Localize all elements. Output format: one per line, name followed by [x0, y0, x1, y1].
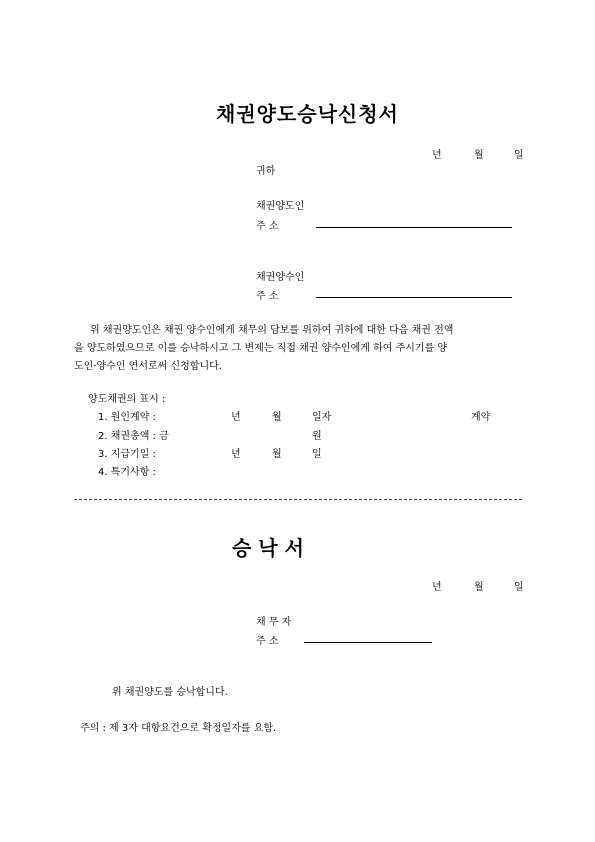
claim-item-1-year: 년 — [231, 412, 241, 423]
debtor-address-label: 주 소 — [256, 636, 279, 647]
consent-date-month-label: 월 — [474, 582, 484, 593]
date-year-label: 년 — [432, 150, 442, 161]
body-text-line-1: 위 채권양도인은 채권 양수인에게 채무의 담보를 위하여 귀하에 대한 다음 채권 전액 — [90, 325, 454, 336]
claim-item-1-suffix: 계약 — [471, 412, 491, 423]
addressee-label: 귀하 — [256, 166, 276, 177]
claims-heading: 양도채권의 표시 : — [88, 394, 166, 405]
assignee-label: 채권양수인 — [256, 272, 305, 283]
claim-item-2-label: 2. 채권총액 : 금 — [98, 431, 169, 442]
body-text-line-2: 을 양도하였으므로 이를 승낙하시고 그 변제는 직접 채권 양수인에게 하여 주시기를 양 — [74, 343, 448, 354]
consent-date-day-label: 일 — [514, 582, 524, 593]
assignor-address-line[interactable] — [316, 227, 512, 228]
body-text-line-3: 도인·양수인 연서로써 신청합니다. — [74, 361, 222, 372]
debtor-address-line[interactable] — [304, 642, 432, 643]
debtor-label: 채 무 자 — [256, 617, 292, 628]
claim-item-4-label: 4. 특기사항 : — [98, 467, 156, 478]
date-day-label: 일 — [514, 150, 524, 161]
assignor-label: 채권양도인 — [256, 201, 305, 212]
assignee-address-line[interactable] — [316, 297, 512, 298]
claim-item-3-year: 년 — [231, 449, 241, 460]
claim-item-1-day: 일자 — [312, 412, 332, 423]
consent-statement: 위 채권양도를 승낙합니다. — [112, 687, 228, 698]
claim-item-3-day: 일 — [312, 449, 322, 460]
section-separator — [74, 499, 522, 500]
consent-title: 승 낙 서 — [232, 536, 304, 560]
claim-item-2-unit: 원 — [312, 431, 322, 442]
consent-note: 주의 : 제 3자 대항요건으로 확정일자를 요함. — [80, 723, 277, 734]
consent-date-year-label: 년 — [432, 582, 442, 593]
claim-item-1-label: 1. 원인계약 : — [98, 412, 156, 423]
assignor-address-label: 주 소 — [256, 221, 279, 232]
date-month-label: 월 — [474, 150, 484, 161]
document-title: 채권양도승낙신청서 — [216, 102, 399, 126]
claim-item-3-month: 월 — [272, 449, 282, 460]
claim-item-3-label: 3. 지급기일 : — [98, 449, 156, 460]
claim-item-1-month: 월 — [272, 412, 282, 423]
assignee-address-label: 주 소 — [256, 291, 279, 302]
